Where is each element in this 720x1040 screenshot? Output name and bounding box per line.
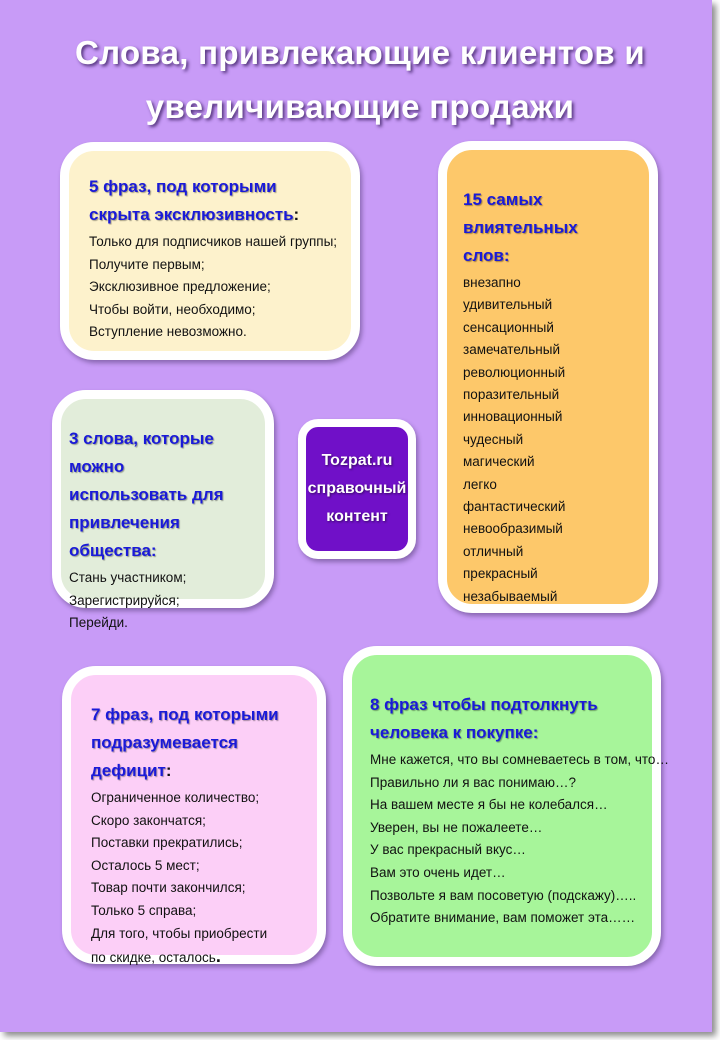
list-item: магический [463, 454, 535, 470]
list-item: незабываемый [463, 588, 558, 604]
list-item: Скоро закончатся; [91, 812, 206, 828]
list-item: легко [463, 476, 497, 492]
page-title [40, 26, 680, 134]
influential-heading-line-1: 15 самых влиятельных [463, 190, 578, 237]
list-item: Чтобы войти, необходимо; [89, 301, 256, 317]
list-item: прекрасный [463, 566, 538, 582]
site-badge-line-1: Tozpat.ru [321, 452, 393, 469]
list-item: Для того, чтобы приобрести [91, 925, 268, 941]
list-item: Позвольте я вам посоветую (подскажу)….. [370, 887, 637, 903]
deficit-last-dot: . [215, 946, 221, 967]
list-item: поразительный [463, 387, 560, 403]
list-item: замечательный [463, 342, 560, 358]
deficit-last-line: по скидке, осталось [91, 950, 216, 966]
society-heading-line-3: привлечения общества: [69, 513, 180, 560]
list-item: Вступление невозможно. [89, 324, 247, 339]
list-item: инновационный [463, 409, 563, 425]
exclusivity-heading [89, 173, 331, 229]
push-heading-line-2: человека к покупке: [370, 723, 539, 742]
list-item: Правильно ли я вас понимаю…? [370, 774, 577, 790]
exclusivity-heading-line-2: скрыта эксклюзивность [89, 205, 294, 224]
push-list [370, 749, 669, 930]
deficit-heading [91, 701, 297, 785]
list-item: У вас прекрасный вкус… [370, 842, 526, 858]
list-item: Товар почти закончился; [91, 880, 246, 896]
page-title-line-1: Слова, привлекающие клиентов и [75, 34, 645, 71]
influential-words-card [438, 141, 658, 613]
list-item: Перейди. [69, 615, 128, 630]
exclusivity-heading-line-1: 5 фраз, под которыми [89, 177, 277, 196]
list-item: удивительный [463, 297, 553, 313]
list-item: революционный [463, 364, 566, 380]
list-item [91, 945, 297, 970]
exclusivity-heading-colon: : [293, 205, 300, 224]
list-item: невообразимый [463, 521, 563, 537]
list-item: Вам это очень идет… [370, 864, 506, 880]
exclusivity-card [60, 142, 360, 360]
list-item: Стань участником; [69, 570, 187, 585]
list-item: Получите первым; [89, 256, 205, 272]
list-item: фантастический [463, 499, 566, 515]
site-badge [298, 419, 416, 559]
influential-list [463, 272, 633, 608]
society-words-card [52, 390, 274, 630]
deficit-heading-line-1: 7 фраз, под которыми [91, 705, 279, 724]
society-heading-line-2: использовать для [69, 485, 224, 504]
list-item: Эксклюзивное предложение; [89, 279, 271, 294]
list-item: Поставки прекратились; [91, 835, 243, 851]
list-item: отличный [463, 543, 524, 559]
deficit-heading-colon: : [165, 761, 172, 780]
exclusivity-list [89, 231, 338, 344]
influential-heading-line-2: слов: [463, 246, 510, 265]
page-title-line-2: увеличивающие продажи [145, 88, 575, 125]
push-heading [370, 691, 634, 747]
list-item: сенсационный [463, 319, 554, 335]
list-item: Только для подписчиков нашей группы; [89, 234, 338, 249]
deficit-heading-line-2: подразумевается дефицит [91, 733, 238, 780]
list-item: внезапно [463, 275, 521, 290]
list-item: Зарегистрируйся; [69, 592, 180, 608]
list-item: Только 5 справа; [91, 902, 197, 918]
purchase-push-card [343, 646, 669, 966]
list-item: чудесный [463, 431, 524, 447]
list-item: Осталось 5 мест; [91, 857, 200, 873]
list-item: Уверен, вы не пожалеете… [370, 819, 543, 835]
society-list [69, 567, 257, 635]
society-heading-line-1: 3 слова, которые можно [69, 429, 214, 476]
influential-heading [463, 186, 633, 270]
list-item: Мне кажется, что вы сомневаетесь в том, что… [370, 752, 669, 767]
site-badge-line-3: контент [326, 508, 388, 525]
deficit-card [62, 666, 326, 967]
push-heading-line-1: 8 фраз чтобы подтолкнуть [370, 695, 598, 714]
site-badge-line-2: справочный [307, 480, 407, 497]
list-item: Обратите внимание, вам поможет эта…… [370, 910, 636, 926]
list-item: Ограниченное количество; [91, 790, 260, 805]
list-item: На вашем месте я бы не колебался… [370, 797, 608, 813]
society-heading [69, 425, 257, 565]
deficit-list [91, 787, 297, 970]
